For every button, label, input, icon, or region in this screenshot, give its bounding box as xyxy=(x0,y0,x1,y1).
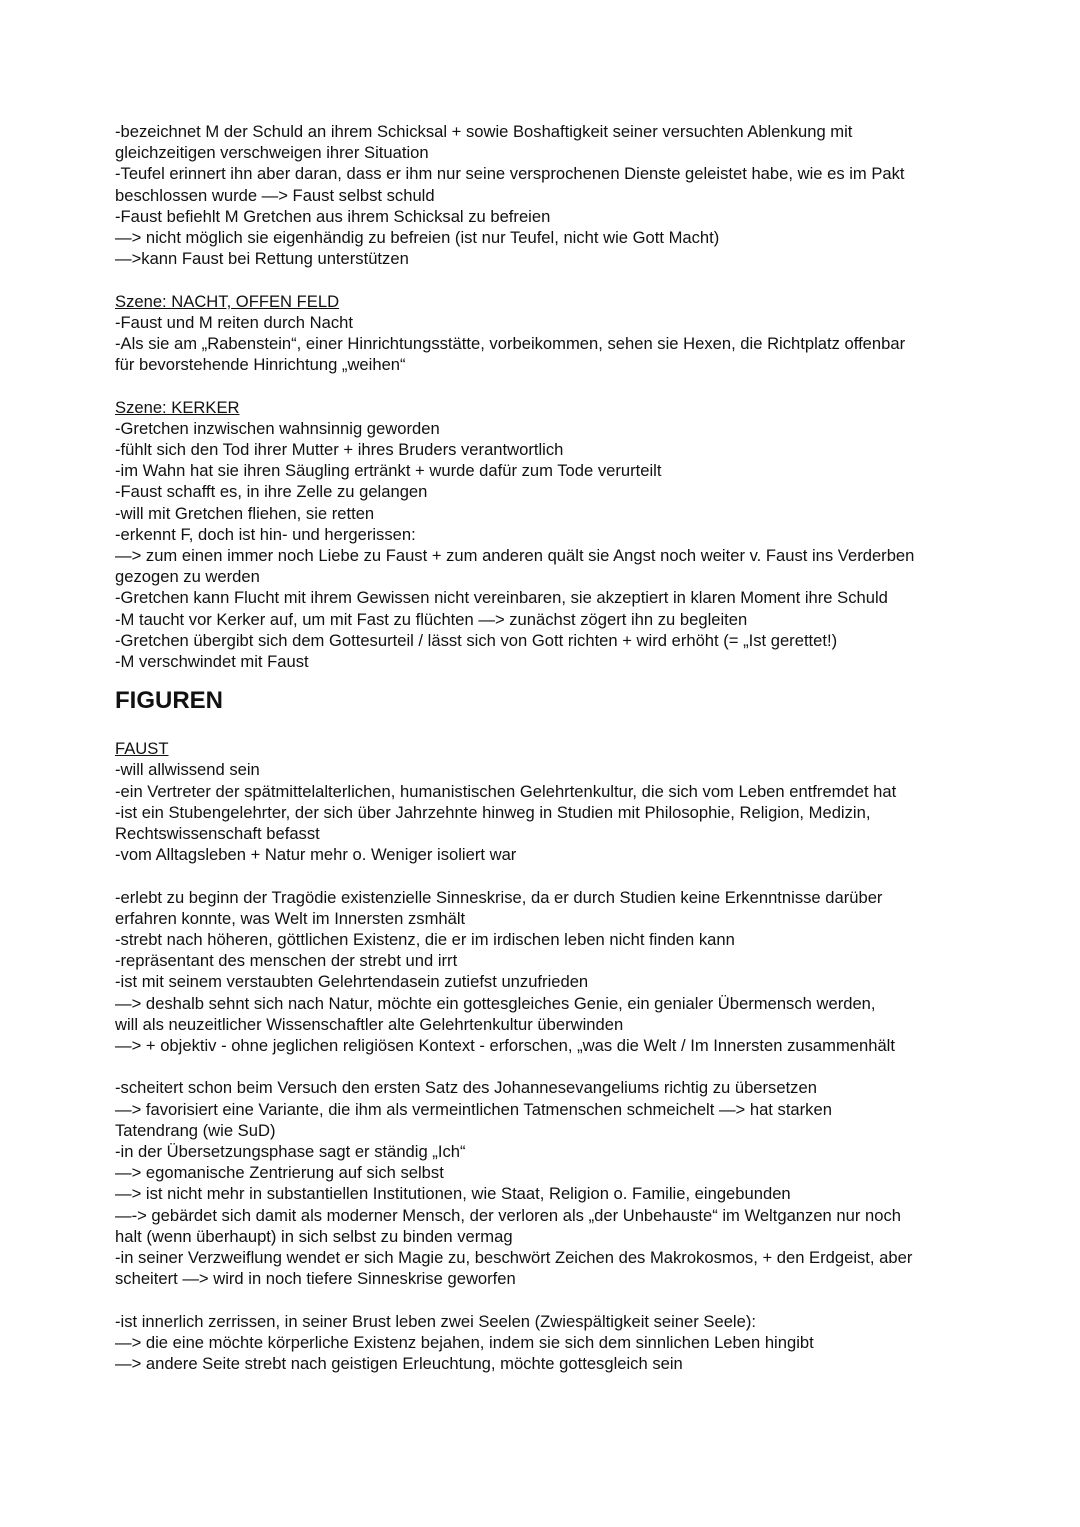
text-line: -Teufel erinnert ihn aber daran, dass er ihm nur seine versprochenen Dienste geleistet habe, wie es im Pakt xyxy=(115,164,905,184)
text-line: —-> gebärdet sich damit als moderner Mensch, der verloren als „der Unbehauste“ im Weltganzen nur noch xyxy=(115,1205,901,1225)
text-line: -repräsentant des menschen der strebt und irrt xyxy=(115,951,458,971)
text-line: -scheitert schon beim Versuch den ersten Satz des Johannesevangeliums richtig zu übersetzen xyxy=(115,1078,817,1098)
text-line: -vom Alltagsleben + Natur mehr o. Weniger isoliert war xyxy=(115,845,517,865)
text-line: —> favorisiert eine Variante, die ihm als vermeintlichen Tatmenschen schmeichelt —> hat starken xyxy=(115,1099,832,1119)
text-line: für bevorstehende Hinrichtung „weihen“ xyxy=(115,355,406,375)
text-line: —> egomanische Zentrierung auf sich selbst xyxy=(115,1163,444,1183)
scene-kerker xyxy=(115,397,995,673)
text-line: scheitert —> wird in noch tiefere Sinneskrise geworfen xyxy=(115,1269,516,1289)
text-line: gezogen zu werden xyxy=(115,567,260,587)
text-line: -M taucht vor Kerker auf, um mit Fast zu flüchten —> zunächst zögert ihn zu begleiten xyxy=(115,609,748,629)
text-line: -will allwissend sein xyxy=(115,760,260,780)
intro-block xyxy=(115,121,995,269)
text-line: -fühlt sich den Tod ihrer Mutter + ihres Bruders verantwortlich xyxy=(115,440,564,460)
text-line: -Gretchen kann Flucht mit ihrem Gewissen nicht vereinbaren, sie akzeptiert in klaren Moment ihre Schuld xyxy=(115,588,888,608)
text-line: —>kann Faust bei Rettung unterstützen xyxy=(115,249,409,269)
figure-heading: FAUST xyxy=(115,739,169,759)
text-line: -ist innerlich zerrissen, in seiner Brust leben zwei Seelen (Zwiespältigkeit seiner Seele): xyxy=(115,1311,756,1331)
text-line: gleichzeitigen verschweigen ihrer Situation xyxy=(115,143,429,163)
text-line: beschlossen wurde —> Faust selbst schuld xyxy=(115,185,435,205)
text-line: -ist mit seinem verstaubten Gelehrtendasein zutiefst unzufrieden xyxy=(115,972,589,992)
text-line: -strebt nach höheren, göttlichen Existenz, die er im irdischen leben nicht finden kann xyxy=(115,930,735,950)
paragraph-gap xyxy=(115,375,995,396)
text-line: -Faust schafft es, in ihre Zelle zu gelangen xyxy=(115,482,428,502)
text-line: erfahren konnte, was Welt im Innersten zsmhält xyxy=(115,908,466,928)
text-line: -in der Übersetzungsphase sagt er ständig „Ich“ xyxy=(115,1142,466,1162)
text-line: -Gretchen inzwischen wahnsinnig geworden xyxy=(115,418,440,438)
section-title-figuren: FIGUREN xyxy=(115,687,223,715)
text-line: -im Wahn hat sie ihren Säugling ertränkt + wurde dafür zum Tode verurteilt xyxy=(115,461,662,481)
scene-heading: Szene: NACHT, OFFEN FELD xyxy=(115,291,340,311)
text-line: —> ist nicht mehr in substantiellen Institutionen, wie Staat, Religion o. Familie, eingebunden xyxy=(115,1184,791,1204)
paragraph-gap xyxy=(115,269,995,290)
document-page xyxy=(115,121,995,1374)
text-line: -M verschwindet mit Faust xyxy=(115,652,309,672)
text-line: -erlebt zu beginn der Tragödie existenzielle Sinneskrise, da er durch Studien keine Erkenntnisse darüber xyxy=(115,887,883,907)
text-line: —> zum einen immer noch Liebe zu Faust + zum anderen quält sie Angst noch weiter v. Faust ins Verderben xyxy=(115,546,915,566)
text-line: —> nicht möglich sie eigenhändig zu befreien (ist nur Teufel, nicht wie Gott Macht) xyxy=(115,228,720,248)
text-line: will als neuzeitlicher Wissenschaftler alte Gelehrtenkultur überwinden xyxy=(115,1014,624,1034)
text-line: —> + objektiv - ohne jeglichen religiösen Kontext - erforschen, „was die Welt / Im Innersten zusammenhält xyxy=(115,1036,895,1056)
text-line: —> die eine möchte körperliche Existenz bejahen, indem sie sich dem sinnlichen Leben hingibt xyxy=(115,1332,814,1352)
text-line: halt (wenn überhaupt) in sich selbst zu binden vermag xyxy=(115,1226,513,1246)
text-line: -Faust befiehlt M Gretchen aus ihrem Schicksal zu befreien xyxy=(115,206,551,226)
scene-nacht-offen-feld xyxy=(115,291,995,376)
paragraph-gap xyxy=(115,1056,995,1077)
paragraph-gap xyxy=(115,865,995,886)
text-line: -ein Vertreter der spätmittelalterlichen, humanistischen Gelehrtenkultur, die sich vom Leben entfremdet hat xyxy=(115,781,897,801)
text-line: -Als sie am „Rabenstein“, einer Hinrichtungsstätte, vorbeikommen, sehen sie Hexen, die Richtplatz offenbar xyxy=(115,334,906,354)
text-line: -erkennt F, doch ist hin- und hergerissen: xyxy=(115,524,416,544)
text-line: Rechtswissenschaft befasst xyxy=(115,824,320,844)
text-line: -in seiner Verzweiflung wendet er sich Magie zu, beschwört Zeichen des Makrokosmos, + den Erdgeist, aber xyxy=(115,1248,913,1268)
text-line: -will mit Gretchen fliehen, sie retten xyxy=(115,503,375,523)
scene-heading: Szene: KERKER xyxy=(115,397,240,417)
text-line: -ist ein Stubengelehrter, der sich über Jahrzehnte hinweg in Studien mit Philosophie, Religion, Medizin, xyxy=(115,802,871,822)
text-line: —> deshalb sehnt sich nach Natur, möchte ein gottesgleiches Genie, ein genialer Übermensch werden, xyxy=(115,993,876,1013)
text-line: -Faust und M reiten durch Nacht xyxy=(115,312,353,332)
paragraph-gap xyxy=(115,1290,995,1311)
text-line: -bezeichnet M der Schuld an ihrem Schicksal + sowie Boshaftigkeit seiner versuchten Ablenkung mit xyxy=(115,122,853,141)
text-line: Tatendrang (wie SuD) xyxy=(115,1120,276,1140)
figure-faust xyxy=(115,738,995,1374)
text-line: —> andere Seite strebt nach geistigen Erleuchtung, möchte gottesgleich sein xyxy=(115,1354,683,1374)
text-line: -Gretchen übergibt sich dem Gottesurteil / lässt sich von Gott richten + wird erhöht (= „Ist gerettet!) xyxy=(115,630,838,650)
